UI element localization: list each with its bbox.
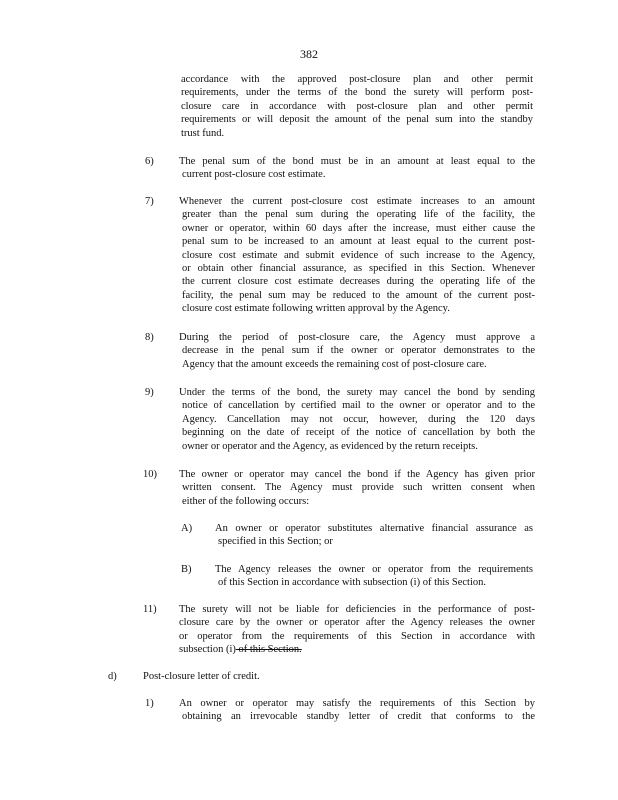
text-line: requirements or will deposit the amount of the penal sum into the standby: [181, 114, 533, 126]
subitem-paragraph: [215, 522, 533, 549]
text-line: Under the terms of the bond, the surety may cancel the bond by sending: [179, 387, 535, 398]
text-line: notice of cancellation by certified mail to the owner or operator and to the: [182, 400, 535, 412]
item-number: 9): [145, 387, 154, 398]
text-line: greater than the penal sum during the operating life of the facility, the: [182, 209, 535, 221]
text-line: An owner or operator substitutes alternative financial assurance as: [215, 523, 533, 534]
section-heading: Post-closure letter of credit.: [143, 671, 260, 682]
item-paragraph: [179, 468, 535, 508]
item-paragraph: [179, 603, 535, 657]
item-number: 6): [145, 156, 154, 167]
text-line: Agency that the amount exceeds the remaining cost of post-closure care.: [182, 358, 487, 370]
text-line: owner or operator and the Agency, as evidenced by the return receipts.: [182, 440, 478, 452]
item-number: 7): [145, 196, 154, 207]
item-paragraph: [179, 697, 535, 724]
text-line: [179, 643, 535, 656]
item-paragraph: [179, 331, 535, 371]
text-line: Whenever the current post-closure cost estimate increases to an amount: [179, 196, 535, 207]
text-line: closure care by the owner or operator after the Agency releases the owner: [179, 617, 535, 629]
item-paragraph: [179, 195, 535, 316]
section-letter: d): [108, 671, 117, 682]
text-line: An owner or operator may satisfy the requirements of this Section by: [179, 698, 535, 709]
item-paragraph: [179, 155, 535, 182]
text-line: accordance with the approved post-closure plan and other permit: [181, 74, 533, 85]
text-line: closure cost estimate and submit evidence of such increase to the Agency,: [182, 249, 535, 261]
subitem-paragraph: [215, 563, 533, 590]
item-number: 10): [143, 469, 157, 480]
text-line: closure care in accordance with post-closure plan and other permit: [181, 100, 533, 112]
item-paragraph: [179, 386, 535, 453]
item-number: 1): [145, 698, 154, 709]
text-line: Agency. Cancellation may not occur, however, during the 120 days: [182, 413, 535, 425]
text-line: the current closure cost estimate decreases during the operating life of the: [182, 276, 535, 288]
text-line: either of the following occurs:: [182, 495, 310, 507]
text-line: The penal sum of the bond must be in an amount at least equal to the: [179, 156, 535, 167]
text-line: of this Section in accordance with subsection (i) of this Section.: [218, 577, 486, 589]
struck-text: of this Section.: [235, 644, 302, 656]
text-line: obtaining an irrevocable standby letter of credit that conforms to the: [182, 711, 535, 723]
text-line: The surety will not be liable for deficiencies in the performance of post-: [179, 604, 535, 615]
text-line: specified in this Section; or: [218, 536, 333, 548]
text-line: or operator from the requirements of this Section in accordance with: [179, 630, 535, 642]
page-number: 382: [300, 47, 318, 61]
text-line: During the period of post-closure care, the Agency must approve a: [179, 332, 535, 343]
text-line: current post-closure cost estimate.: [182, 169, 326, 181]
text-line: or obtain other financial assurance, as specified in this Section. Whenever: [182, 263, 535, 275]
text-line: owner or operator, within 60 days after the increase, must either cause the: [182, 222, 535, 234]
item-number: 11): [143, 604, 157, 615]
text-line: closure cost estimate following written approval by the Agency.: [182, 303, 450, 315]
text-line: decrease in the penal sum if the owner or operator demonstrates to the: [182, 345, 535, 357]
item-number: 8): [145, 332, 154, 343]
text-line: The Agency releases the owner or operator from the requirements: [215, 564, 533, 575]
text-line: The owner or operator may cancel the bond if the Agency has given prior: [179, 469, 535, 480]
subitem-number: A): [181, 523, 193, 534]
intro-paragraph: [181, 73, 533, 140]
text-line: requirements, under the terms of the bond the surety will perform post-: [181, 87, 533, 99]
text-line: facility, the penal sum may be reduced to the amount of the current post-: [182, 289, 535, 301]
text-line: penal sum to be increased to an amount at least equal to the current post-: [182, 236, 535, 248]
text-line: trust fund.: [181, 127, 225, 139]
subitem-number: B): [181, 564, 192, 575]
text-line: beginning on the date of receipt of the notice of cancellation by both the: [182, 427, 535, 439]
text-line: written consent. The Agency must provide such written consent when: [182, 482, 535, 494]
text-run: subsection (i): [179, 644, 236, 656]
